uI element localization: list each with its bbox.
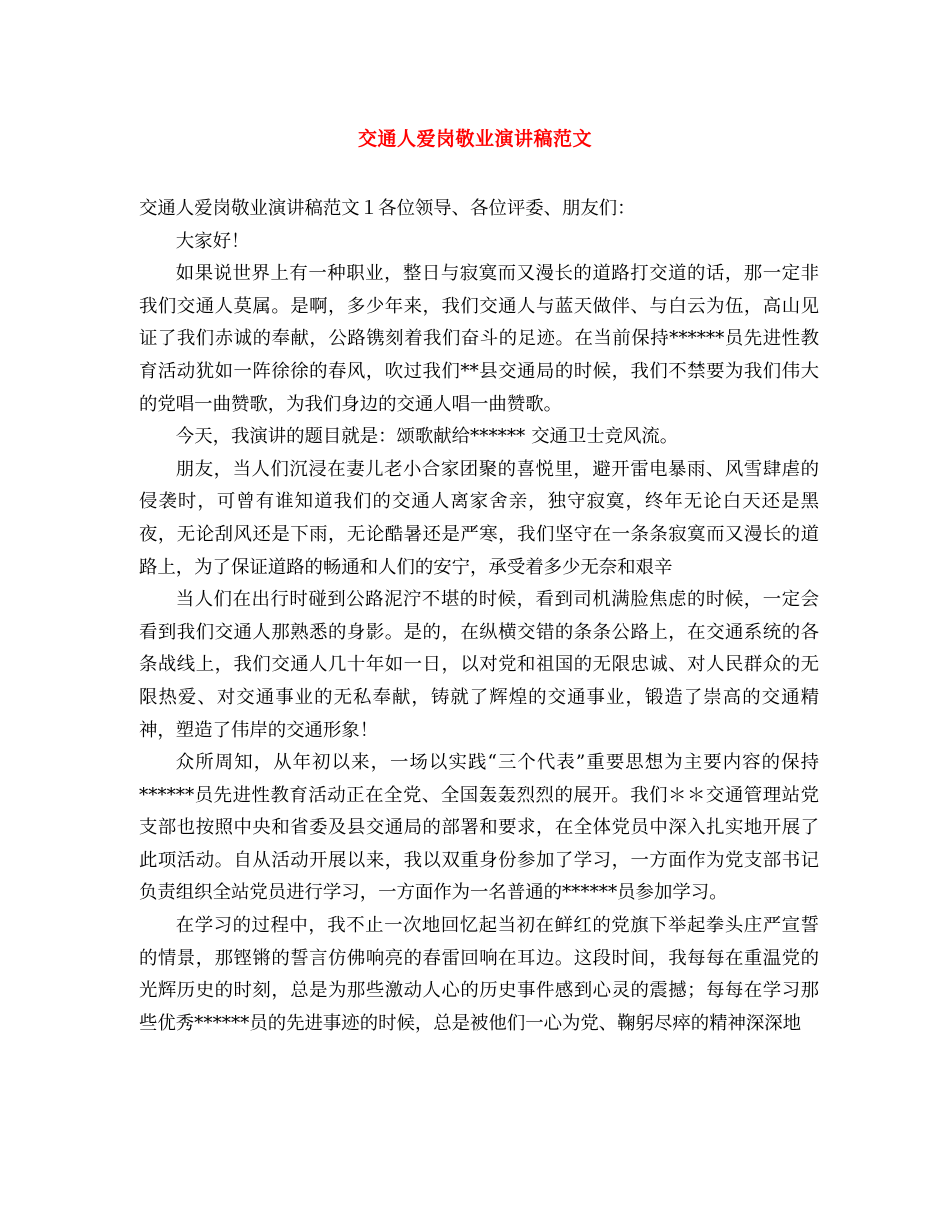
- paragraph: 众所周知，从年初以来，一场以实践“三个代表”重要思想为主要内容的保持******员先进性教育活动正在全党、全国轰轰烈烈的展开。我们＊＊交通管理站党支部也按照中央和省委及县交通局的部署和要求，在全体党员中深入扎实地开展了此项活动。自从活动开展以来，我以双重身份参加了学习，一方面作为党支部书记负责组织全站党员进行学习，一方面作为一名普通的******员参加学习。: [139, 752, 819, 904]
- paragraph: 在学习的过程中，我不止一次地回忆起当初在鲜红的党旗下举起拳头庄严宣誓的情景，那铿锵的誓言仿佛响亮的春雷回响在耳边。这段时间，我每每在重温党的光辉历史的时刻，总是为那些激动人心的历史事件感到心灵的震撼；每每在学习那些优秀******员的先进事迹的时候，总是被他们一心为党、鞠躬尽瘁的精神深深地: [139, 915, 819, 1034]
- document-title: 交通人爱岗敬业演讲稿范文: [357, 128, 592, 150]
- paragraph: 朋友，当人们沉浸在妻儿老小合家团聚的喜悦里，避开雷电暴雨、风雪肆虐的侵袭时，可曾有谁知道我们的交通人离家舍亲，独守寂寞，终年无论白天还是黑夜，无论刮风还是下雨，无论酷暑还是严寒，我们坚守在一条条寂寞而又漫长的道路上，为了保证道路的畅通和人们的安宁，承受着多少无奈和艰辛: [139, 458, 819, 578]
- paragraph: 如果说世界上有一种职业，整日与寂寞而又漫长的道路打交道的话，那一定非我们交通人莫属。是啊，多少年来，我们交通人与蓝天做伴、与白云为伍，高山见证了我们赤诚的奉献，公路镌刻着我们奋斗的足迹。在当前保持******员先进性教育活动犹如一阵徐徐的春风，吹过我们**县交通局的时候，我们不禁要为我们伟大的党唱一曲赞歌，为我们身边的交通人唱一曲赞歌。: [139, 263, 819, 415]
- paragraph-greeting-line: 交通人爱岗敬业演讲稿范文１各位领导、各位评委、朋友们：: [139, 198, 636, 219]
- paragraph-hello: 大家好！: [175, 230, 250, 252]
- document-body: [139, 193, 819, 1040]
- paragraph-topic: 今天，我演讲的题目就是：颂歌献给****** 交通卫士竞风流。: [175, 426, 679, 448]
- paragraph: 当人们在出行时碰到公路泥泞不堪的时候，看到司机满脸焦虑的时候，一定会看到我们交通人那熟悉的身影。是的，在纵横交错的条条公路上，在交通系统的各条战线上，我们交通人几十年如一日，以对党和祖国的无限忠诚、对人民群众的无限热爱、对交通事业的无私奉献，铸就了辉煌的交通事业，锻造了崇高的交通精神，塑造了伟岸的交通形象！: [139, 589, 819, 741]
